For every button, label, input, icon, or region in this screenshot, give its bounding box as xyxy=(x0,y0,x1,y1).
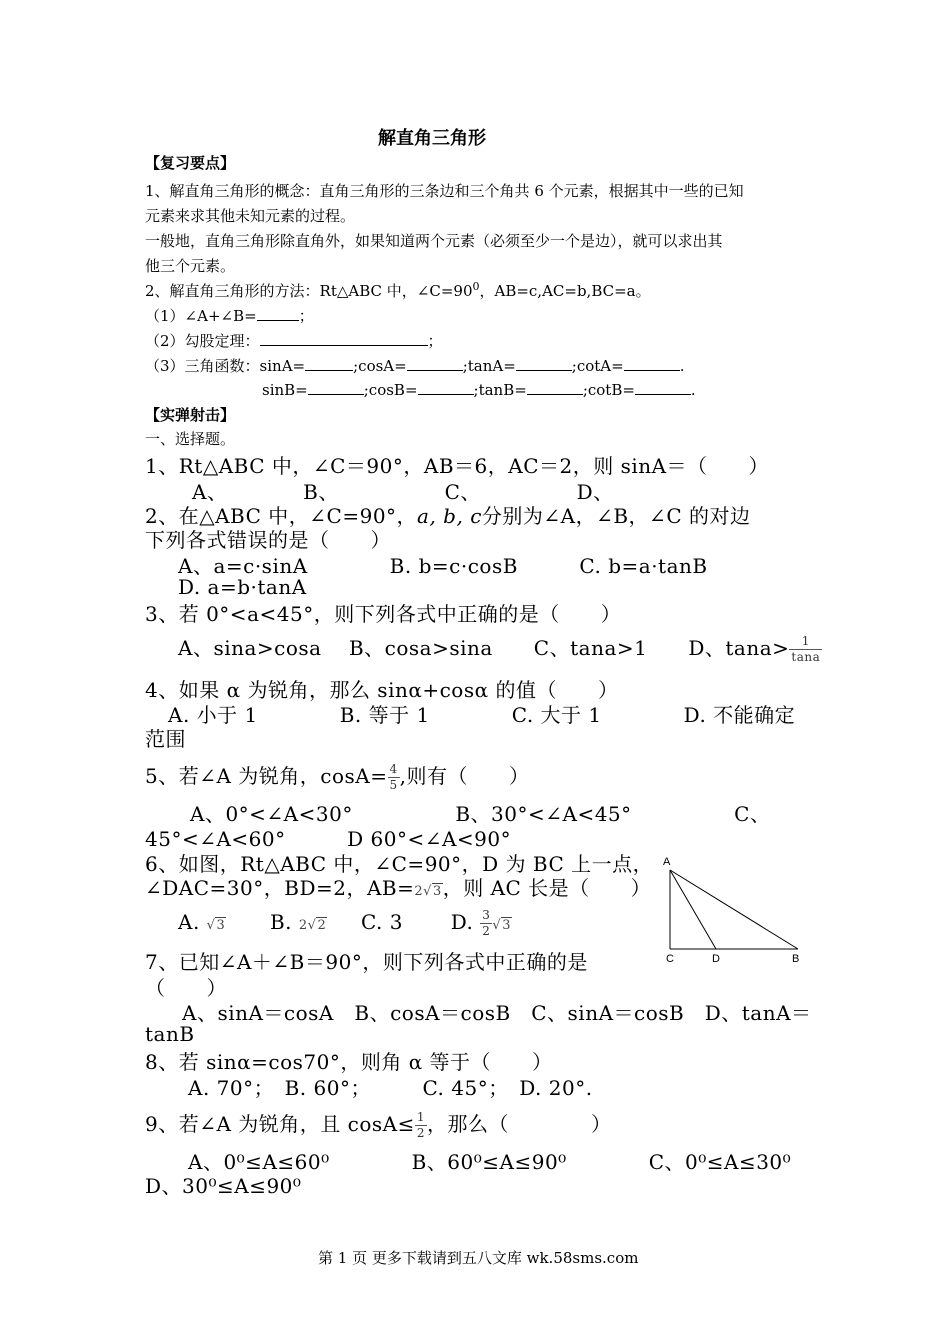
fraction-denominator: 5 xyxy=(389,778,398,792)
q2-pre: 2、在△ABC 中，∠C=90°， xyxy=(145,504,418,528)
fraction-denominator: 2 xyxy=(416,1126,425,1140)
item1-pre: （1）∠A+∠B= xyxy=(145,307,257,325)
fraction-denominator: 2 xyxy=(482,924,491,938)
radicand: 3 xyxy=(216,918,226,933)
radical: 2√3 xyxy=(414,884,442,899)
item2-pre: （2）勾股定理： xyxy=(145,332,260,350)
trig-cota: ;cotA= xyxy=(571,357,624,375)
fraction-numerator: 3 xyxy=(482,908,491,922)
question-7: 7、已知∠A＋∠B＝90°，则下列各式中正确的是 xyxy=(145,950,588,974)
q5-post: ,则有（ ） xyxy=(399,764,530,788)
q9-pre: 9、若∠A 为锐角，且 cosA≤ xyxy=(145,1112,415,1136)
q9-fraction xyxy=(415,1110,427,1141)
q3-options xyxy=(178,632,822,665)
question-6: 6、如图，Rt△ABC 中，∠C=90°，D 为 BC 上一点， xyxy=(145,852,654,876)
item1-post: ； xyxy=(298,307,314,325)
question-2-line-2: 下列各式错误的是（ ） xyxy=(145,528,391,552)
method-sup: 0 xyxy=(472,280,480,293)
blank xyxy=(624,356,680,371)
trig-sinb: sinB= xyxy=(262,381,308,399)
choice-subheading: 一、选择题。 xyxy=(145,430,236,448)
trig-sina: （3）三角函数：sinA= xyxy=(145,357,306,375)
q9-options-2: D、30⁰≤A≤90⁰ xyxy=(145,1174,302,1198)
radical: √3 xyxy=(492,918,511,933)
side-ab xyxy=(670,870,798,949)
radical: 2√2 xyxy=(298,918,327,933)
review-heading: 【复习要点】 xyxy=(145,154,236,172)
blank xyxy=(308,380,364,395)
radical-coef: 2 xyxy=(298,918,308,933)
blank xyxy=(516,356,572,371)
q1-option-b: B、 xyxy=(303,480,339,504)
q1-option-d: D、 xyxy=(576,480,614,504)
q6-option-a: A. xyxy=(178,910,200,934)
trig-tana: ;tanA= xyxy=(462,357,516,375)
q2-options-1: A、a=c·sinA B. b=c·cosB C. b=a·tanB xyxy=(178,554,708,578)
question-4: 4、如果 α 为锐角，那么 sinα+cosα 的值（ ） xyxy=(145,678,619,702)
q6-option-b: B. xyxy=(269,910,293,934)
q3-fraction xyxy=(789,634,822,665)
label-d: D xyxy=(712,953,720,965)
q8-options: A. 70°； B. 60°； C. 45°； D. 20°. xyxy=(188,1076,593,1100)
q6-pre: ∠DAC=30°，BD=2，AB= xyxy=(145,876,415,900)
q6-options xyxy=(178,908,512,939)
q4-options: A. 小于 1 B. 等于 1 C. 大于 1 D. 不能确定 xyxy=(168,703,796,727)
trig-end: . xyxy=(690,381,696,399)
page-footer: 第 1 页 更多下载请到五八文库 wk.58sms.com xyxy=(318,1249,639,1267)
label-a: A xyxy=(663,856,671,868)
concept-line-2: 元素来求其他未知元素的过程。 xyxy=(145,207,356,225)
page-title: 解直角三角形 xyxy=(378,128,486,149)
question-9 xyxy=(145,1108,612,1141)
q5-fraction xyxy=(388,762,400,793)
q7-options-tail: tanB xyxy=(145,1022,195,1046)
question-8: 8、若 sinα=cos70°，则角 α 等于（ ） xyxy=(145,1050,553,1074)
question-7-line-2: （ ） xyxy=(145,976,227,1000)
item-trig-a xyxy=(145,355,685,376)
blank xyxy=(305,356,353,371)
radicand: 2 xyxy=(317,918,327,933)
method-post: ，AB=c,AC=b,BC=a。 xyxy=(479,282,651,300)
radicand: 3 xyxy=(432,884,442,899)
blank xyxy=(527,380,583,395)
q2-vars: a, b, c xyxy=(417,504,482,528)
fraction-denominator: tana xyxy=(791,650,821,664)
q9-options-1: A、0⁰≤A≤60⁰ B、60⁰≤A≤90⁰ C、0⁰≤A≤30⁰ xyxy=(188,1150,792,1174)
q2-options-2: D. a=b·tanA xyxy=(178,575,307,599)
q1-option-c: C、 xyxy=(444,480,481,504)
radical: √3 xyxy=(206,918,226,933)
label-b: B xyxy=(792,953,800,965)
radicand: 3 xyxy=(502,918,511,933)
q4-options-tail: 范围 xyxy=(145,727,186,751)
q6-post: ，则 AC 长是（ ） xyxy=(442,876,652,900)
q2-post: 分别为∠A，∠B，∠C 的对边 xyxy=(481,504,751,528)
q5-options-2: 45°<∠A<60° D 60°<∠A<90° xyxy=(145,827,512,851)
blank xyxy=(418,380,474,395)
radical-coef: 2 xyxy=(414,884,424,899)
fraction-numerator: 1 xyxy=(801,634,810,648)
trig-tanb: ;tanB= xyxy=(473,381,527,399)
question-1: 1、Rt△ABC 中，∠C＝90°，AB＝6，AC＝2，则 sinA＝（ ） xyxy=(145,454,770,478)
blank xyxy=(260,331,428,346)
question-3: 3、若 0°<a<45°，则下列各式中正确的是（ ） xyxy=(145,602,622,626)
blank xyxy=(635,380,691,395)
q6-option-d: D. xyxy=(450,910,474,934)
segment-ad xyxy=(670,870,716,949)
item2-post: ； xyxy=(427,332,443,350)
method-pre: 2、解直角三角形的方法：Rt△ABC 中，∠C=90 xyxy=(145,282,473,300)
fraction-numerator: 4 xyxy=(389,762,398,776)
triangle-figure xyxy=(658,852,808,967)
general-line-2: 他三个元素。 xyxy=(145,257,236,275)
q5-options-1: A、0°<∠A<30° B、30°<∠A<45° C、 xyxy=(190,802,771,826)
question-5 xyxy=(145,760,530,793)
q9-post: ，那么（ ） xyxy=(427,1112,612,1136)
q1-option-a: A、 xyxy=(192,480,228,504)
blank xyxy=(257,306,299,321)
trig-cosb: ;cosB= xyxy=(363,381,418,399)
q7-options: A、sinA＝cosA B、cosA＝cosB C、sinA＝cosB D、tanA＝ xyxy=(182,1001,812,1025)
trig-cotb: ;cotB= xyxy=(582,381,635,399)
q5-pre: 5、若∠A 为锐角，cosA= xyxy=(145,764,388,788)
general-line-1: 一般地，直角三角形除直角外，如果知道两个元素（必须至少一个是边），就可以求出其 xyxy=(145,232,723,250)
question-6-line-2 xyxy=(145,872,651,901)
q3-options-text: A、sina>cosa B、cosa>sina C、tana>1 D、tana> xyxy=(178,636,790,660)
fraction-numerator: 1 xyxy=(416,1110,425,1124)
label-c: C xyxy=(666,953,674,965)
q6-option-c: C. 3 xyxy=(360,910,403,934)
trig-cosa: ;cosA= xyxy=(353,357,407,375)
practice-heading: 【实弹射击】 xyxy=(145,406,236,424)
blank xyxy=(407,356,463,371)
item-trig-b xyxy=(262,380,696,399)
concept-line-1: 1、解直角三角形的概念：直角三角形的三条边和三个角共 6 个元素，根据其中一些的已知 xyxy=(145,182,744,200)
method-line xyxy=(145,280,651,301)
q6-fraction xyxy=(480,908,492,939)
item-pythagoras xyxy=(145,330,443,351)
trig-end: . xyxy=(679,357,685,375)
item-angle-sum xyxy=(145,305,314,326)
